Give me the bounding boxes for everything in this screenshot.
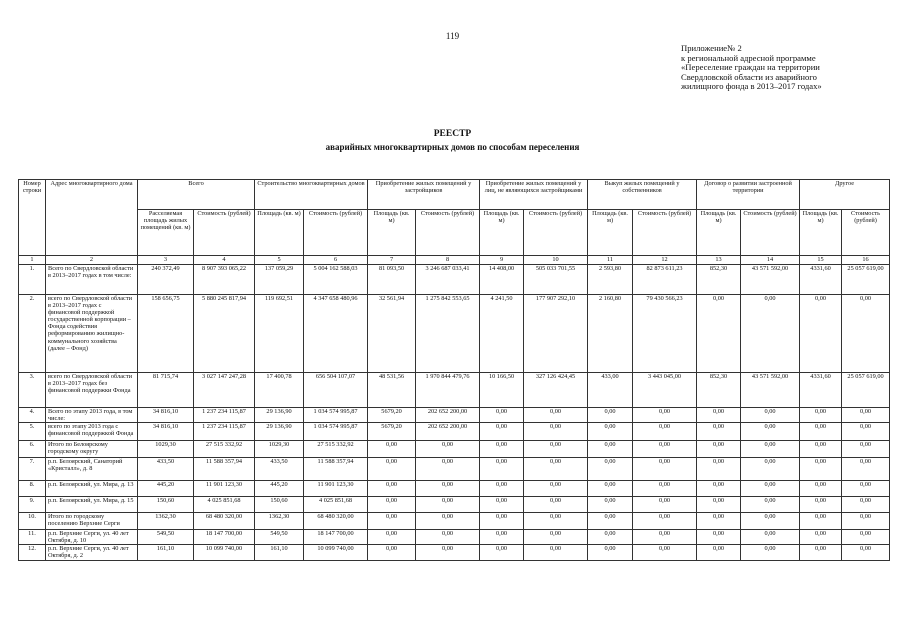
- header-cost: Стоимость (рублей): [194, 210, 255, 256]
- value-cell: 0,00: [842, 441, 890, 458]
- value-cell: 1 970 844 479,76: [416, 373, 480, 408]
- registry-table: [18, 179, 890, 561]
- value-cell: 0,00: [741, 545, 800, 561]
- value-cell: 161,10: [138, 545, 194, 561]
- column-number: 9: [480, 256, 524, 265]
- value-cell: 852,30: [697, 373, 741, 408]
- value-cell: 43 571 592,00: [741, 373, 800, 408]
- value-cell: 0,00: [480, 530, 524, 545]
- value-cell: 0,00: [416, 458, 480, 481]
- column-number: 4: [194, 256, 255, 265]
- value-cell: 445,20: [255, 481, 304, 497]
- header-cost: Стоимость (рублей): [741, 210, 800, 256]
- column-number: 10: [524, 256, 588, 265]
- value-cell: 1 034 574 995,87: [304, 423, 368, 441]
- value-cell: 25 057 619,00: [842, 373, 890, 408]
- header-construction: Строительство многоквартирных домов: [255, 180, 368, 210]
- value-cell: 0,00: [842, 408, 890, 423]
- appendix-note: [681, 44, 896, 92]
- value-cell: 119 692,51: [255, 295, 304, 373]
- value-cell: 0,00: [842, 513, 890, 530]
- table-row: [19, 441, 890, 458]
- row-number-cell: 10.: [19, 513, 46, 530]
- value-cell: 0,00: [416, 513, 480, 530]
- value-cell: 0,00: [524, 497, 588, 513]
- value-cell: 0,00: [741, 423, 800, 441]
- value-cell: 0,00: [524, 545, 588, 561]
- value-cell: 0,00: [480, 423, 524, 441]
- value-cell: 0,00: [480, 497, 524, 513]
- value-cell: 656 504 107,07: [304, 373, 368, 408]
- value-cell: 11 588 357,94: [304, 458, 368, 481]
- value-cell: 25 057 619,00: [842, 265, 890, 295]
- value-cell: 4331,60: [800, 373, 842, 408]
- value-cell: 0,00: [368, 545, 416, 561]
- value-cell: 0,00: [697, 513, 741, 530]
- value-cell: 0,00: [524, 513, 588, 530]
- value-cell: 0,00: [368, 458, 416, 481]
- header-row-groups: [19, 180, 890, 210]
- value-cell: 11 588 357,94: [194, 458, 255, 481]
- value-cell: 0,00: [633, 530, 697, 545]
- address-cell: Всего по Свердловской области в 2013–2017 годах в том числе:: [46, 265, 138, 295]
- value-cell: 34 816,10: [138, 423, 194, 441]
- column-number: 13: [697, 256, 741, 265]
- header-area: Площадь (кв. м): [697, 210, 741, 256]
- value-cell: 549,50: [138, 530, 194, 545]
- value-cell: 0,00: [741, 497, 800, 513]
- address-cell: Итого по городскому поселению Верхние Серги: [46, 513, 138, 530]
- address-cell: всего по Свердловской области в 2013–2017 годах с финансовой поддержкой государственной корпорации – Фонда содействия реформированию жилищно-коммунального хозяйства (далее – Фонд): [46, 295, 138, 373]
- header-row-no: Номер строки: [19, 180, 46, 256]
- header-from-persons: Приобретение жилых помещений у лиц, не являющихся застройщиками: [480, 180, 588, 210]
- value-cell: 0,00: [800, 458, 842, 481]
- value-cell: 4 025 851,68: [194, 497, 255, 513]
- value-cell: 0,00: [697, 408, 741, 423]
- row-number-cell: 1.: [19, 265, 46, 295]
- value-cell: 0,00: [368, 441, 416, 458]
- value-cell: 5 880 245 817,94: [194, 295, 255, 373]
- value-cell: 0,00: [524, 408, 588, 423]
- value-cell: 0,00: [842, 295, 890, 373]
- value-cell: 0,00: [480, 458, 524, 481]
- column-number-row: [19, 256, 890, 265]
- value-cell: 10 099 740,00: [304, 545, 368, 561]
- value-cell: 0,00: [480, 545, 524, 561]
- value-cell: 0,00: [416, 481, 480, 497]
- value-cell: 79 430 566,23: [633, 295, 697, 373]
- value-cell: 5 004 162 588,03: [304, 265, 368, 295]
- value-cell: 0,00: [416, 545, 480, 561]
- value-cell: 0,00: [588, 513, 633, 530]
- row-number-cell: 12.: [19, 545, 46, 561]
- value-cell: 0,00: [588, 458, 633, 481]
- value-cell: 4331,60: [800, 265, 842, 295]
- table-row: [19, 530, 890, 545]
- value-cell: 0,00: [480, 441, 524, 458]
- value-cell: 0,00: [697, 295, 741, 373]
- value-cell: 0,00: [842, 497, 890, 513]
- value-cell: 202 652 200,00: [416, 408, 480, 423]
- column-number: 1: [19, 256, 46, 265]
- value-cell: 0,00: [524, 458, 588, 481]
- row-number-cell: 7.: [19, 458, 46, 481]
- value-cell: 48 531,56: [368, 373, 416, 408]
- value-cell: 0,00: [697, 545, 741, 561]
- row-number-cell: 6.: [19, 441, 46, 458]
- table-row: [19, 497, 890, 513]
- value-cell: 0,00: [633, 545, 697, 561]
- value-cell: 0,00: [800, 545, 842, 561]
- header-from-developers: Приобретение жилых помещений у застройщиков: [368, 180, 480, 210]
- value-cell: 8 907 393 065,22: [194, 265, 255, 295]
- value-cell: 0,00: [741, 441, 800, 458]
- value-cell: 0,00: [697, 497, 741, 513]
- value-cell: 150,60: [255, 497, 304, 513]
- value-cell: 1362,30: [138, 513, 194, 530]
- value-cell: 0,00: [588, 423, 633, 441]
- value-cell: 0,00: [588, 441, 633, 458]
- table-row: [19, 513, 890, 530]
- header-total: Всего: [138, 180, 255, 210]
- value-cell: 0,00: [741, 481, 800, 497]
- value-cell: 4 347 658 480,96: [304, 295, 368, 373]
- value-cell: 0,00: [524, 441, 588, 458]
- column-number: 14: [741, 256, 800, 265]
- value-cell: 0,00: [524, 530, 588, 545]
- value-cell: 0,00: [480, 513, 524, 530]
- value-cell: 0,00: [588, 530, 633, 545]
- value-cell: 68 480 320,00: [194, 513, 255, 530]
- value-cell: 0,00: [697, 530, 741, 545]
- address-cell: Итого по Белоярскому городскому округу: [46, 441, 138, 458]
- row-number-cell: 5.: [19, 423, 46, 441]
- row-number-cell: 2.: [19, 295, 46, 373]
- value-cell: 5679,20: [368, 408, 416, 423]
- column-number: 15: [800, 256, 842, 265]
- value-cell: 0,00: [368, 497, 416, 513]
- table-row: [19, 458, 890, 481]
- header-address: Адрес многоквартирного дома: [46, 180, 138, 256]
- value-cell: 150,60: [138, 497, 194, 513]
- appendix-line: «Переселение граждан на территории: [681, 62, 820, 73]
- value-cell: 0,00: [697, 481, 741, 497]
- value-cell: 202 652 200,00: [416, 423, 480, 441]
- row-number-cell: 8.: [19, 481, 46, 497]
- column-number: 5: [255, 256, 304, 265]
- value-cell: 0,00: [588, 545, 633, 561]
- value-cell: 445,20: [138, 481, 194, 497]
- table-row: [19, 423, 890, 441]
- value-cell: 0,00: [697, 423, 741, 441]
- value-cell: 11 901 123,30: [304, 481, 368, 497]
- value-cell: 4 241,50: [480, 295, 524, 373]
- value-cell: 43 571 592,00: [741, 265, 800, 295]
- value-cell: 1 034 574 995,87: [304, 408, 368, 423]
- table-row: [19, 481, 890, 497]
- value-cell: 81 715,74: [138, 373, 194, 408]
- column-number: 16: [842, 256, 890, 265]
- value-cell: 0,00: [368, 530, 416, 545]
- value-cell: 27 515 332,92: [194, 441, 255, 458]
- value-cell: 0,00: [416, 530, 480, 545]
- value-cell: 137 059,29: [255, 265, 304, 295]
- value-cell: 0,00: [633, 408, 697, 423]
- value-cell: 0,00: [842, 481, 890, 497]
- value-cell: 0,00: [588, 497, 633, 513]
- value-cell: 10 099 740,00: [194, 545, 255, 561]
- value-cell: 82 873 611,23: [633, 265, 697, 295]
- document-subtitle: аварийных многоквартирных домов по способам переселения: [325, 142, 580, 152]
- appendix-line: Свердловской области из аварийного: [681, 71, 817, 82]
- value-cell: 34 816,10: [138, 408, 194, 423]
- address-cell: р.п. Верхние Серги, ул. 40 лет Октября, д. 10: [46, 530, 138, 545]
- column-number: 3: [138, 256, 194, 265]
- value-cell: 1 237 234 115,87: [194, 423, 255, 441]
- value-cell: 0,00: [842, 423, 890, 441]
- value-cell: 0,00: [368, 481, 416, 497]
- value-cell: 0,00: [524, 481, 588, 497]
- value-cell: 0,00: [741, 458, 800, 481]
- value-cell: 433,00: [588, 373, 633, 408]
- value-cell: 0,00: [633, 423, 697, 441]
- address-cell: р.п. Белоярский, ул. Мира, д. 13: [46, 481, 138, 497]
- value-cell: 0,00: [800, 497, 842, 513]
- value-cell: 505 033 701,55: [524, 265, 588, 295]
- column-number: 12: [633, 256, 697, 265]
- value-cell: 0,00: [480, 481, 524, 497]
- value-cell: 1 275 842 553,65: [416, 295, 480, 373]
- value-cell: 3 443 045,00: [633, 373, 697, 408]
- address-cell: Всего по этапу 2013 года, в том числе:: [46, 408, 138, 423]
- value-cell: 18 147 700,00: [194, 530, 255, 545]
- value-cell: 177 907 292,10: [524, 295, 588, 373]
- value-cell: 0,00: [741, 530, 800, 545]
- value-cell: 2 160,80: [588, 295, 633, 373]
- header-buyout: Выкуп жилых помещений у собственников: [588, 180, 697, 210]
- header-row-sub: [19, 210, 890, 256]
- header-cost: Стоимость (рублей): [524, 210, 588, 256]
- value-cell: 0,00: [588, 408, 633, 423]
- value-cell: 4 025 851,68: [304, 497, 368, 513]
- value-cell: 1362,30: [255, 513, 304, 530]
- value-cell: 0,00: [800, 423, 842, 441]
- value-cell: 0,00: [842, 530, 890, 545]
- header-area: Площадь (кв. м): [368, 210, 416, 256]
- address-cell: р.п. Белоярский, Санаторий «Кристалл», д. 8: [46, 458, 138, 481]
- value-cell: 10 166,50: [480, 373, 524, 408]
- value-cell: 158 656,75: [138, 295, 194, 373]
- value-cell: 11 901 123,30: [194, 481, 255, 497]
- value-cell: 0,00: [633, 458, 697, 481]
- value-cell: 0,00: [842, 545, 890, 561]
- value-cell: 27 515 332,92: [304, 441, 368, 458]
- value-cell: 5679,20: [368, 423, 416, 441]
- value-cell: 0,00: [800, 295, 842, 373]
- header-resettled-area: Расселяемая площадь жилых помещений (кв. м): [138, 210, 194, 256]
- value-cell: 0,00: [416, 497, 480, 513]
- value-cell: 1029,30: [255, 441, 304, 458]
- appendix-line: к региональной адресной программе: [681, 52, 816, 63]
- column-number: 11: [588, 256, 633, 265]
- value-cell: 0,00: [741, 408, 800, 423]
- header-area: Площадь (кв. м): [588, 210, 633, 256]
- value-cell: 32 561,94: [368, 295, 416, 373]
- value-cell: 1 237 234 115,87: [194, 408, 255, 423]
- appendix-line: жилищного фонда в 2013–2017 годах»: [681, 81, 822, 92]
- value-cell: 0,00: [741, 295, 800, 373]
- value-cell: 0,00: [741, 513, 800, 530]
- value-cell: 0,00: [633, 513, 697, 530]
- document-title: РЕЕСТР: [433, 129, 472, 139]
- table-row: [19, 545, 890, 561]
- row-number-cell: 4.: [19, 408, 46, 423]
- appendix-line: Приложение№ 2: [681, 43, 742, 53]
- table-row: [19, 373, 890, 408]
- row-number-cell: 9.: [19, 497, 46, 513]
- column-number: 2: [46, 256, 138, 265]
- value-cell: 327 126 424,45: [524, 373, 588, 408]
- value-cell: 0,00: [588, 481, 633, 497]
- value-cell: 3 246 687 033,41: [416, 265, 480, 295]
- value-cell: 0,00: [416, 441, 480, 458]
- value-cell: 852,30: [697, 265, 741, 295]
- column-number: 7: [368, 256, 416, 265]
- table-row: [19, 408, 890, 423]
- header-other: Другое: [800, 180, 890, 210]
- value-cell: 0,00: [800, 481, 842, 497]
- value-cell: 18 147 700,00: [304, 530, 368, 545]
- value-cell: 2 593,80: [588, 265, 633, 295]
- value-cell: 17 400,78: [255, 373, 304, 408]
- table-row: [19, 295, 890, 373]
- value-cell: 68 480 320,00: [304, 513, 368, 530]
- value-cell: 3 027 147 247,28: [194, 373, 255, 408]
- value-cell: 0,00: [633, 497, 697, 513]
- address-cell: всего по этапу 2013 года с финансовой поддержкой Фонда: [46, 423, 138, 441]
- value-cell: 81 093,50: [368, 265, 416, 295]
- header-area: Площадь (кв. м): [800, 210, 842, 256]
- row-number-cell: 3.: [19, 373, 46, 408]
- value-cell: 161,10: [255, 545, 304, 561]
- address-cell: р.п. Белоярский, ул. Мира, д. 15: [46, 497, 138, 513]
- value-cell: 0,00: [524, 423, 588, 441]
- value-cell: 240 372,49: [138, 265, 194, 295]
- value-cell: 433,50: [138, 458, 194, 481]
- value-cell: 549,50: [255, 530, 304, 545]
- address-cell: р.п. Верхние Серги, ул. 40 лет Октября, д. 2: [46, 545, 138, 561]
- header-cost: Стоимость (рублей): [633, 210, 697, 256]
- value-cell: 0,00: [800, 513, 842, 530]
- header-cost: Стоимость (рублей): [416, 210, 480, 256]
- value-cell: 0,00: [842, 458, 890, 481]
- header-area: Площадь (кв. м): [480, 210, 524, 256]
- value-cell: 0,00: [800, 530, 842, 545]
- value-cell: 0,00: [480, 408, 524, 423]
- value-cell: 29 136,90: [255, 423, 304, 441]
- value-cell: 14 408,00: [480, 265, 524, 295]
- row-number-cell: 11.: [19, 530, 46, 545]
- value-cell: 0,00: [800, 441, 842, 458]
- value-cell: 0,00: [633, 441, 697, 458]
- value-cell: 0,00: [697, 458, 741, 481]
- header-area: Площадь (кв. м): [255, 210, 304, 256]
- value-cell: 29 136,90: [255, 408, 304, 423]
- header-cost: Стоимость (рублей): [304, 210, 368, 256]
- address-cell: всего по Свердловской области в 2013–2017 годах без финансовой поддержки Фонда: [46, 373, 138, 408]
- value-cell: 0,00: [697, 441, 741, 458]
- header-development: Договор о развитии застроенной территории: [697, 180, 800, 210]
- column-number: 8: [416, 256, 480, 265]
- value-cell: 0,00: [368, 513, 416, 530]
- value-cell: 0,00: [800, 408, 842, 423]
- page-number: 119: [445, 31, 460, 41]
- column-number: 6: [304, 256, 368, 265]
- value-cell: 0,00: [633, 481, 697, 497]
- table-row: [19, 265, 890, 295]
- value-cell: 1029,30: [138, 441, 194, 458]
- value-cell: 433,50: [255, 458, 304, 481]
- header-cost: Стоимость (рублей): [842, 210, 890, 256]
